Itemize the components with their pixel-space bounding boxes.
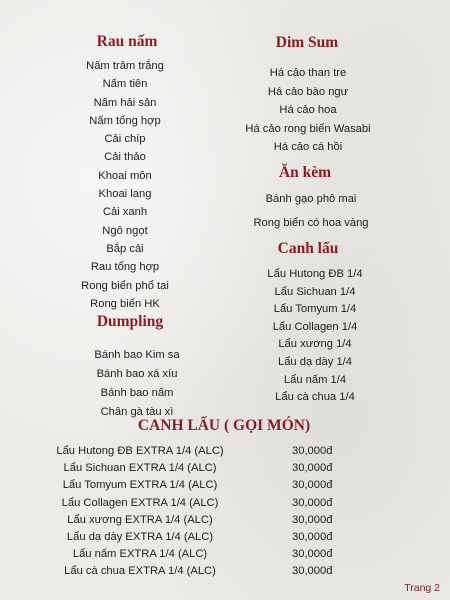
- menu-item: Há cảo hoa: [279, 104, 337, 117]
- menu-item: Lẩu dạ dày 1/4: [277, 355, 353, 368]
- menu-item: Cải thảo: [104, 151, 146, 164]
- section-title-dumpling: Dumpling: [96, 313, 164, 330]
- menu-item: Rong biển HK: [90, 297, 160, 310]
- price-item-value: 30,000đ: [292, 513, 333, 526]
- section-title-canh-lau-goi-mon: CANH LẨU ( GỌI MÓN): [137, 417, 311, 434]
- menu-item: Lẩu Tomyum 1/4: [273, 303, 357, 316]
- canh-lau-list: [267, 266, 362, 407]
- menu-item: Há cảo cá hồi: [273, 141, 343, 154]
- menu-item: Khoai môn: [98, 169, 152, 182]
- dumpling-list: [94, 346, 179, 422]
- price-item-name: Lẩu Hutong ĐB EXTRA 1/4 (ALC): [56, 445, 224, 457]
- price-row: [0, 512, 450, 528]
- dim-sum-list: [245, 64, 370, 157]
- price-row: [0, 477, 450, 493]
- menu-item: Khoai lang: [98, 188, 152, 201]
- menu-item: Lẩu nấm 1/4: [283, 373, 347, 386]
- menu-item: Lẩu Sichuan 1/4: [274, 285, 356, 298]
- price-item-value: 30,000đ: [292, 445, 333, 457]
- price-item-name: Lẩu Sichuan EXTRA 1/4 (ALC): [63, 462, 217, 475]
- price-item-value: 30,000đ: [292, 565, 333, 578]
- price-item-name: Lẩu Tomyum EXTRA 1/4 (ALC): [62, 479, 218, 492]
- menu-item: Bánh gạo phô mai: [265, 193, 357, 205]
- price-item-name: Lẩu nấm EXTRA 1/4 (ALC): [72, 548, 208, 561]
- section-title-an-kem: Ăn kèm: [278, 164, 332, 181]
- menu-item: Cải xanh: [102, 206, 148, 219]
- menu-item: Ngô ngọt: [102, 224, 148, 237]
- menu-item: Chân gà tàu xì: [100, 406, 174, 418]
- menu-item: Bánh bao Kim sa: [94, 349, 180, 361]
- page-number: Trang 2: [404, 582, 440, 594]
- menu-item: Há cảo rong biển Wasabi: [245, 122, 371, 135]
- price-item-name: Lẩu Collagen EXTRA 1/4 (ALC): [61, 496, 219, 509]
- section-title-rau-nam: Rau nấm: [96, 33, 158, 50]
- price-row: [0, 529, 450, 545]
- menu-item: Nấm tổng hợp: [89, 114, 161, 127]
- price-item-value: 30,000đ: [292, 531, 333, 543]
- price-item-name: Lẩu dạ dày EXTRA 1/4 (ALC): [66, 531, 214, 543]
- section-title-canh-lau: Canh lẩu: [277, 240, 339, 257]
- menu-item: Rau tổng hợp: [90, 261, 160, 274]
- rau-nam-list: [81, 57, 169, 313]
- menu-item: Cải chíp: [104, 133, 146, 146]
- menu-item: Lẩu Collagen 1/4: [272, 320, 358, 333]
- menu-item: Lẩu xương 1/4: [278, 338, 352, 351]
- menu-item: Nấm trâm trắng: [86, 60, 164, 72]
- price-item-name: Lẩu cà chua EXTRA 1/4 (ALC): [64, 565, 216, 578]
- price-item-value: 30,000đ: [292, 479, 333, 492]
- price-row: [0, 546, 450, 562]
- price-item-name: Lẩu xương EXTRA 1/4 (ALC): [67, 513, 213, 526]
- price-row: [0, 443, 450, 459]
- menu-item: Rong biển phổ tai: [81, 279, 169, 292]
- price-row: [0, 460, 450, 476]
- menu-item: Há cảo than tre: [269, 67, 347, 79]
- menu-item: Há cảo bào ngư: [267, 85, 349, 98]
- price-item-value: 30,000đ: [292, 462, 333, 475]
- menu-item: Bánh bao nấm: [100, 387, 174, 399]
- menu-item: Bánh bao xá xíu: [96, 368, 178, 380]
- menu-item: Bắp cải: [106, 242, 144, 255]
- menu-item: Lẩu cà chua 1/4: [275, 391, 355, 404]
- price-item-value: 30,000đ: [292, 496, 333, 509]
- menu-item: Rong biển có hoa vàng: [253, 217, 369, 229]
- an-kem-list: [253, 187, 368, 235]
- price-item-value: 30,000đ: [292, 548, 333, 561]
- price-row: [0, 563, 450, 579]
- menu-item: Lẩu Hutong ĐB 1/4: [267, 268, 363, 280]
- menu-item: Nấm tiên: [102, 78, 148, 91]
- price-row: [0, 495, 450, 511]
- menu-item: Nấm hải sản: [93, 96, 157, 109]
- section-title-dim-sum: Dim Sum: [275, 34, 339, 51]
